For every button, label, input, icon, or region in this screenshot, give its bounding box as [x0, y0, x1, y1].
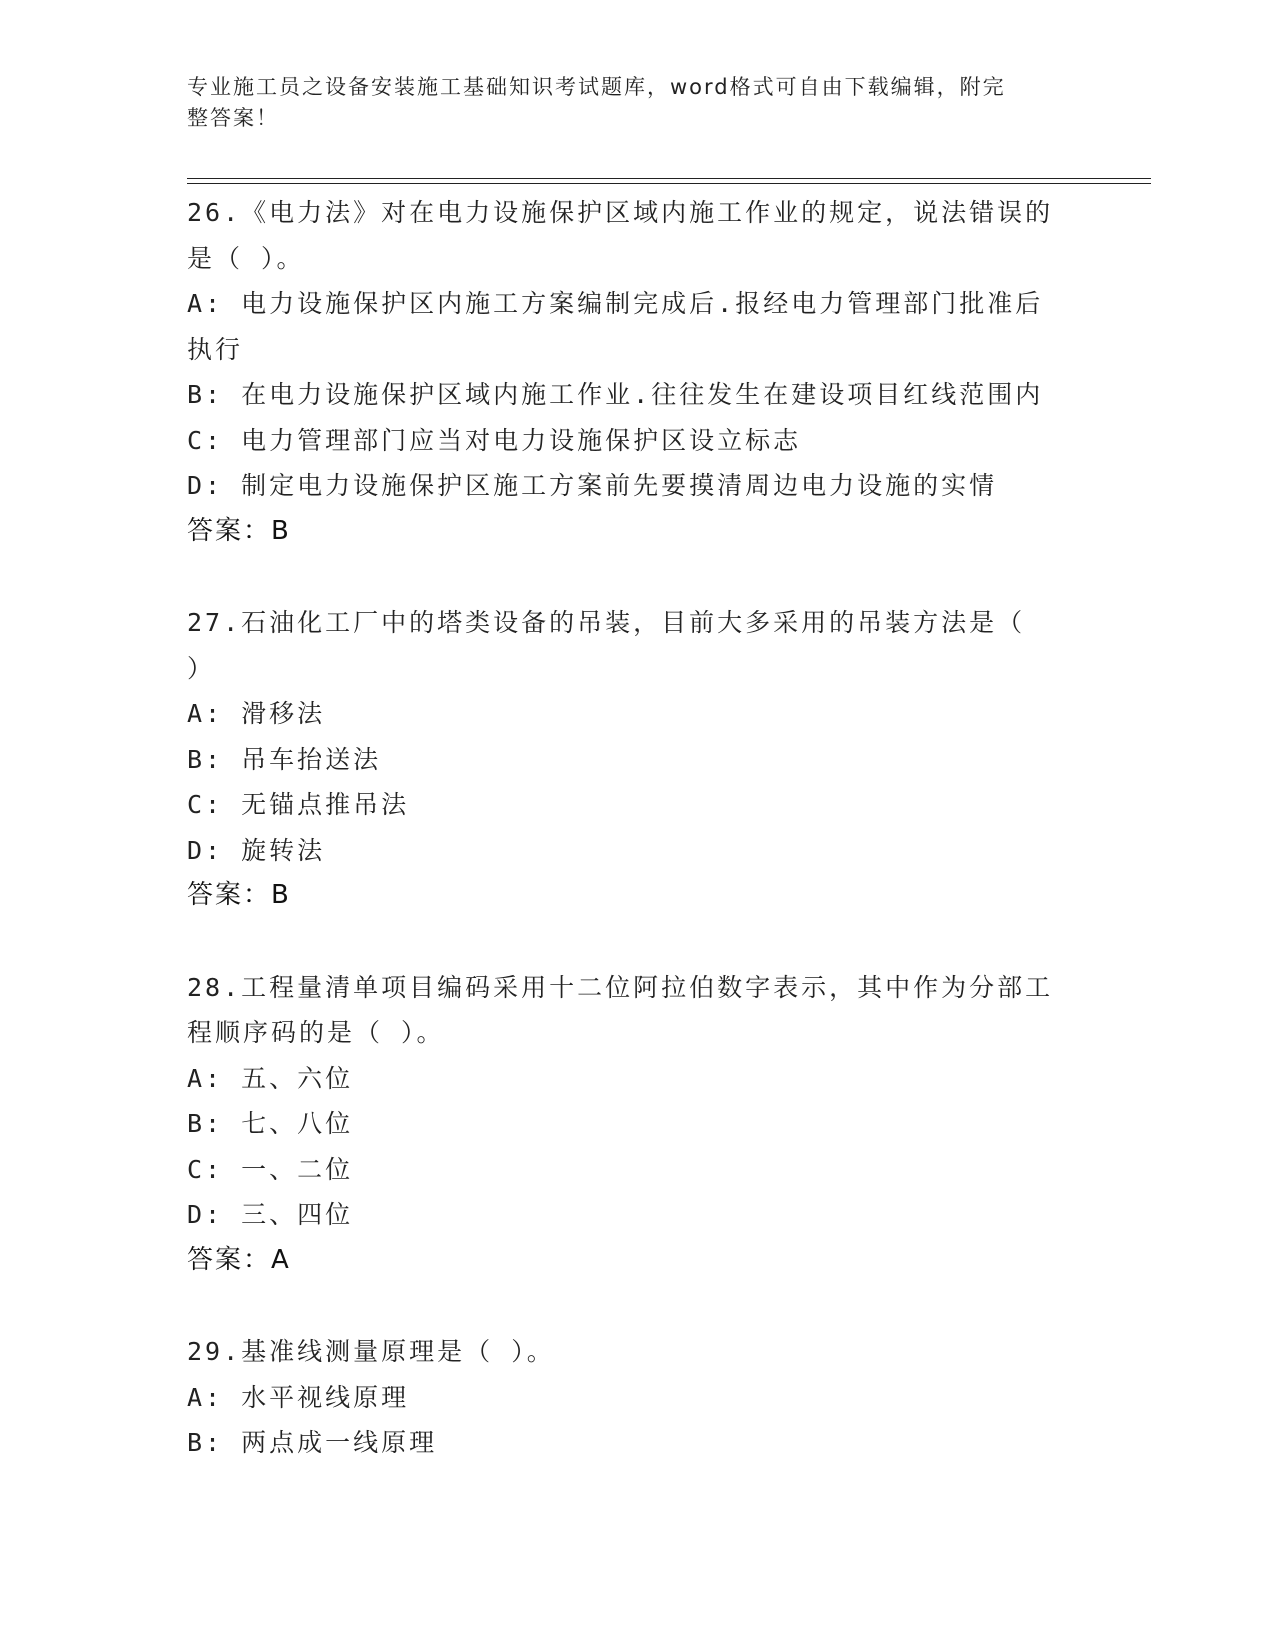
answer-value: B — [271, 880, 291, 910]
header-divider-bottom — [187, 183, 1151, 184]
answer-label: 答案： — [187, 880, 272, 910]
option-d: D: 旋转法 — [187, 835, 326, 865]
header-line-1: 专业施工员之设备安装施工基础知识考试题库，word格式可自由下载编辑，附完 — [187, 75, 1006, 99]
option-d: D: 制定电力设施保护区施工方案前先要摸清周边电力设施的实情 — [187, 471, 998, 500]
question-list — [187, 190, 1087, 1512]
question-29 — [187, 1329, 1087, 1466]
answer-line — [187, 509, 1087, 555]
option-a: A: 电力设施保护区内施工方案编制完成后.报经电力管理部门批准后 — [187, 289, 1044, 318]
answer-label: 答案： — [187, 515, 272, 546]
answer-value: A — [271, 1244, 291, 1275]
answer-value: B — [271, 515, 291, 546]
header-divider-top — [187, 178, 1151, 179]
option-b: B: 七、八位 — [187, 1109, 354, 1138]
option-a: A: 水平视线原理 — [187, 1382, 410, 1412]
option-c: C: 一、二位 — [187, 1154, 354, 1184]
question-26 — [187, 190, 1087, 554]
question-stem: 程顺序码的是（ ）。 — [187, 1018, 445, 1047]
option-b: B: 两点成一线原理 — [187, 1428, 438, 1457]
header-line-2: 整答案！ — [187, 106, 279, 130]
question-28 — [187, 965, 1087, 1284]
option-d: D: 三、四位 — [187, 1200, 354, 1229]
question-27 — [187, 600, 1087, 919]
question-stem: 26.《电力法》对在电力设施保护区域内施工作业的规定，说法错误的 — [187, 198, 1054, 227]
answer-line — [187, 1238, 1087, 1284]
option-a: A: 滑移法 — [187, 699, 326, 728]
question-stem: 28.工程量清单项目编码采用十二位阿拉伯数字表示，其中作为分部工 — [187, 972, 1054, 1002]
question-stem: 是（ ）。 — [187, 243, 305, 273]
option-c: C: 电力管理部门应当对电力设施保护区设立标志 — [187, 425, 802, 455]
question-stem: 29.基准线测量原理是（ ）。 — [187, 1337, 555, 1366]
option-c: C: 无锚点推吊法 — [187, 790, 410, 819]
question-stem: ） — [187, 653, 216, 683]
question-stem: 27.石油化工厂中的塔类设备的吊装，目前大多采用的吊装方法是（ — [187, 608, 1026, 637]
option-a: A: 五、六位 — [187, 1063, 354, 1093]
option-b: B: 在电力设施保护区域内施工作业.往往发生在建设项目红线范围内 — [187, 380, 1044, 409]
option-a-continued: 执行 — [187, 334, 244, 364]
option-b: B: 吊车抬送法 — [187, 744, 382, 774]
answer-line — [187, 873, 1087, 919]
document-header — [187, 72, 1067, 134]
answer-label: 答案： — [187, 1244, 272, 1275]
